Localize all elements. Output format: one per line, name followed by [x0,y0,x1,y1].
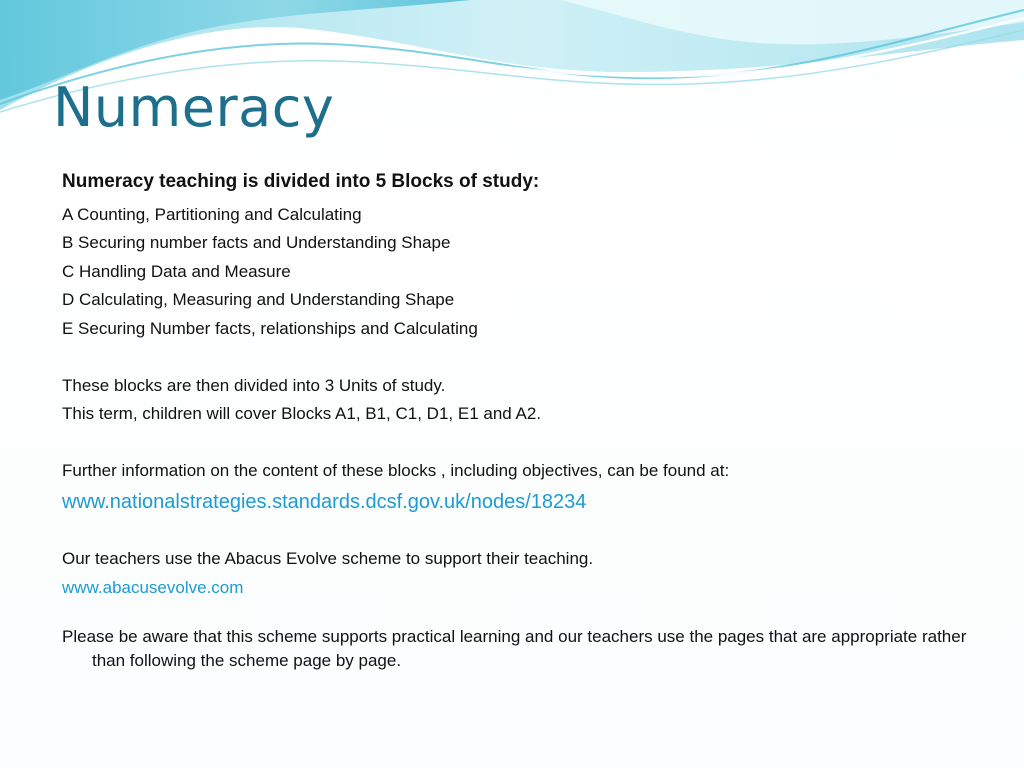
strategies-link[interactable]: www.nationalstrategies.standards.dcsf.gov.uk/nodes/18234 [62,491,587,514]
block-c: C Handling Data and Measure [62,261,291,281]
abacus-link-line [62,574,982,603]
units-line: These blocks are then divided into 3 Units of study. [62,375,446,395]
block-e: E Securing Number facts, relationships and Calculating [62,319,478,339]
blocks-heading: Numeracy teaching is divided into 5 Blocks of study: [62,171,540,192]
further-info-line: Further information on the content of these blocks , including objectives, can be found at: [62,460,730,480]
abacus-line: Our teachers use the Abacus Evolve scheme to support their teaching. [62,549,594,569]
block-b: B Securing number facts and Understanding Shape [62,233,451,253]
slide-title: Numeracy [53,76,335,139]
slide-content [62,170,982,673]
block-a: A Counting, Partitioning and Calculating [62,204,362,224]
term-line: This term, children will cover Blocks A1, B1, C1, D1, E1 and A2. [62,404,542,424]
strategies-link-line [62,487,982,517]
block-d: D Calculating, Measuring and Understanding Shape [62,290,455,310]
abacus-link[interactable]: www.abacusevolve.com [62,578,244,598]
aware-paragraph: Please be aware that this scheme supports practical learning and our teachers use the pages that are appropriate rather than following the scheme page by page. [62,626,967,670]
